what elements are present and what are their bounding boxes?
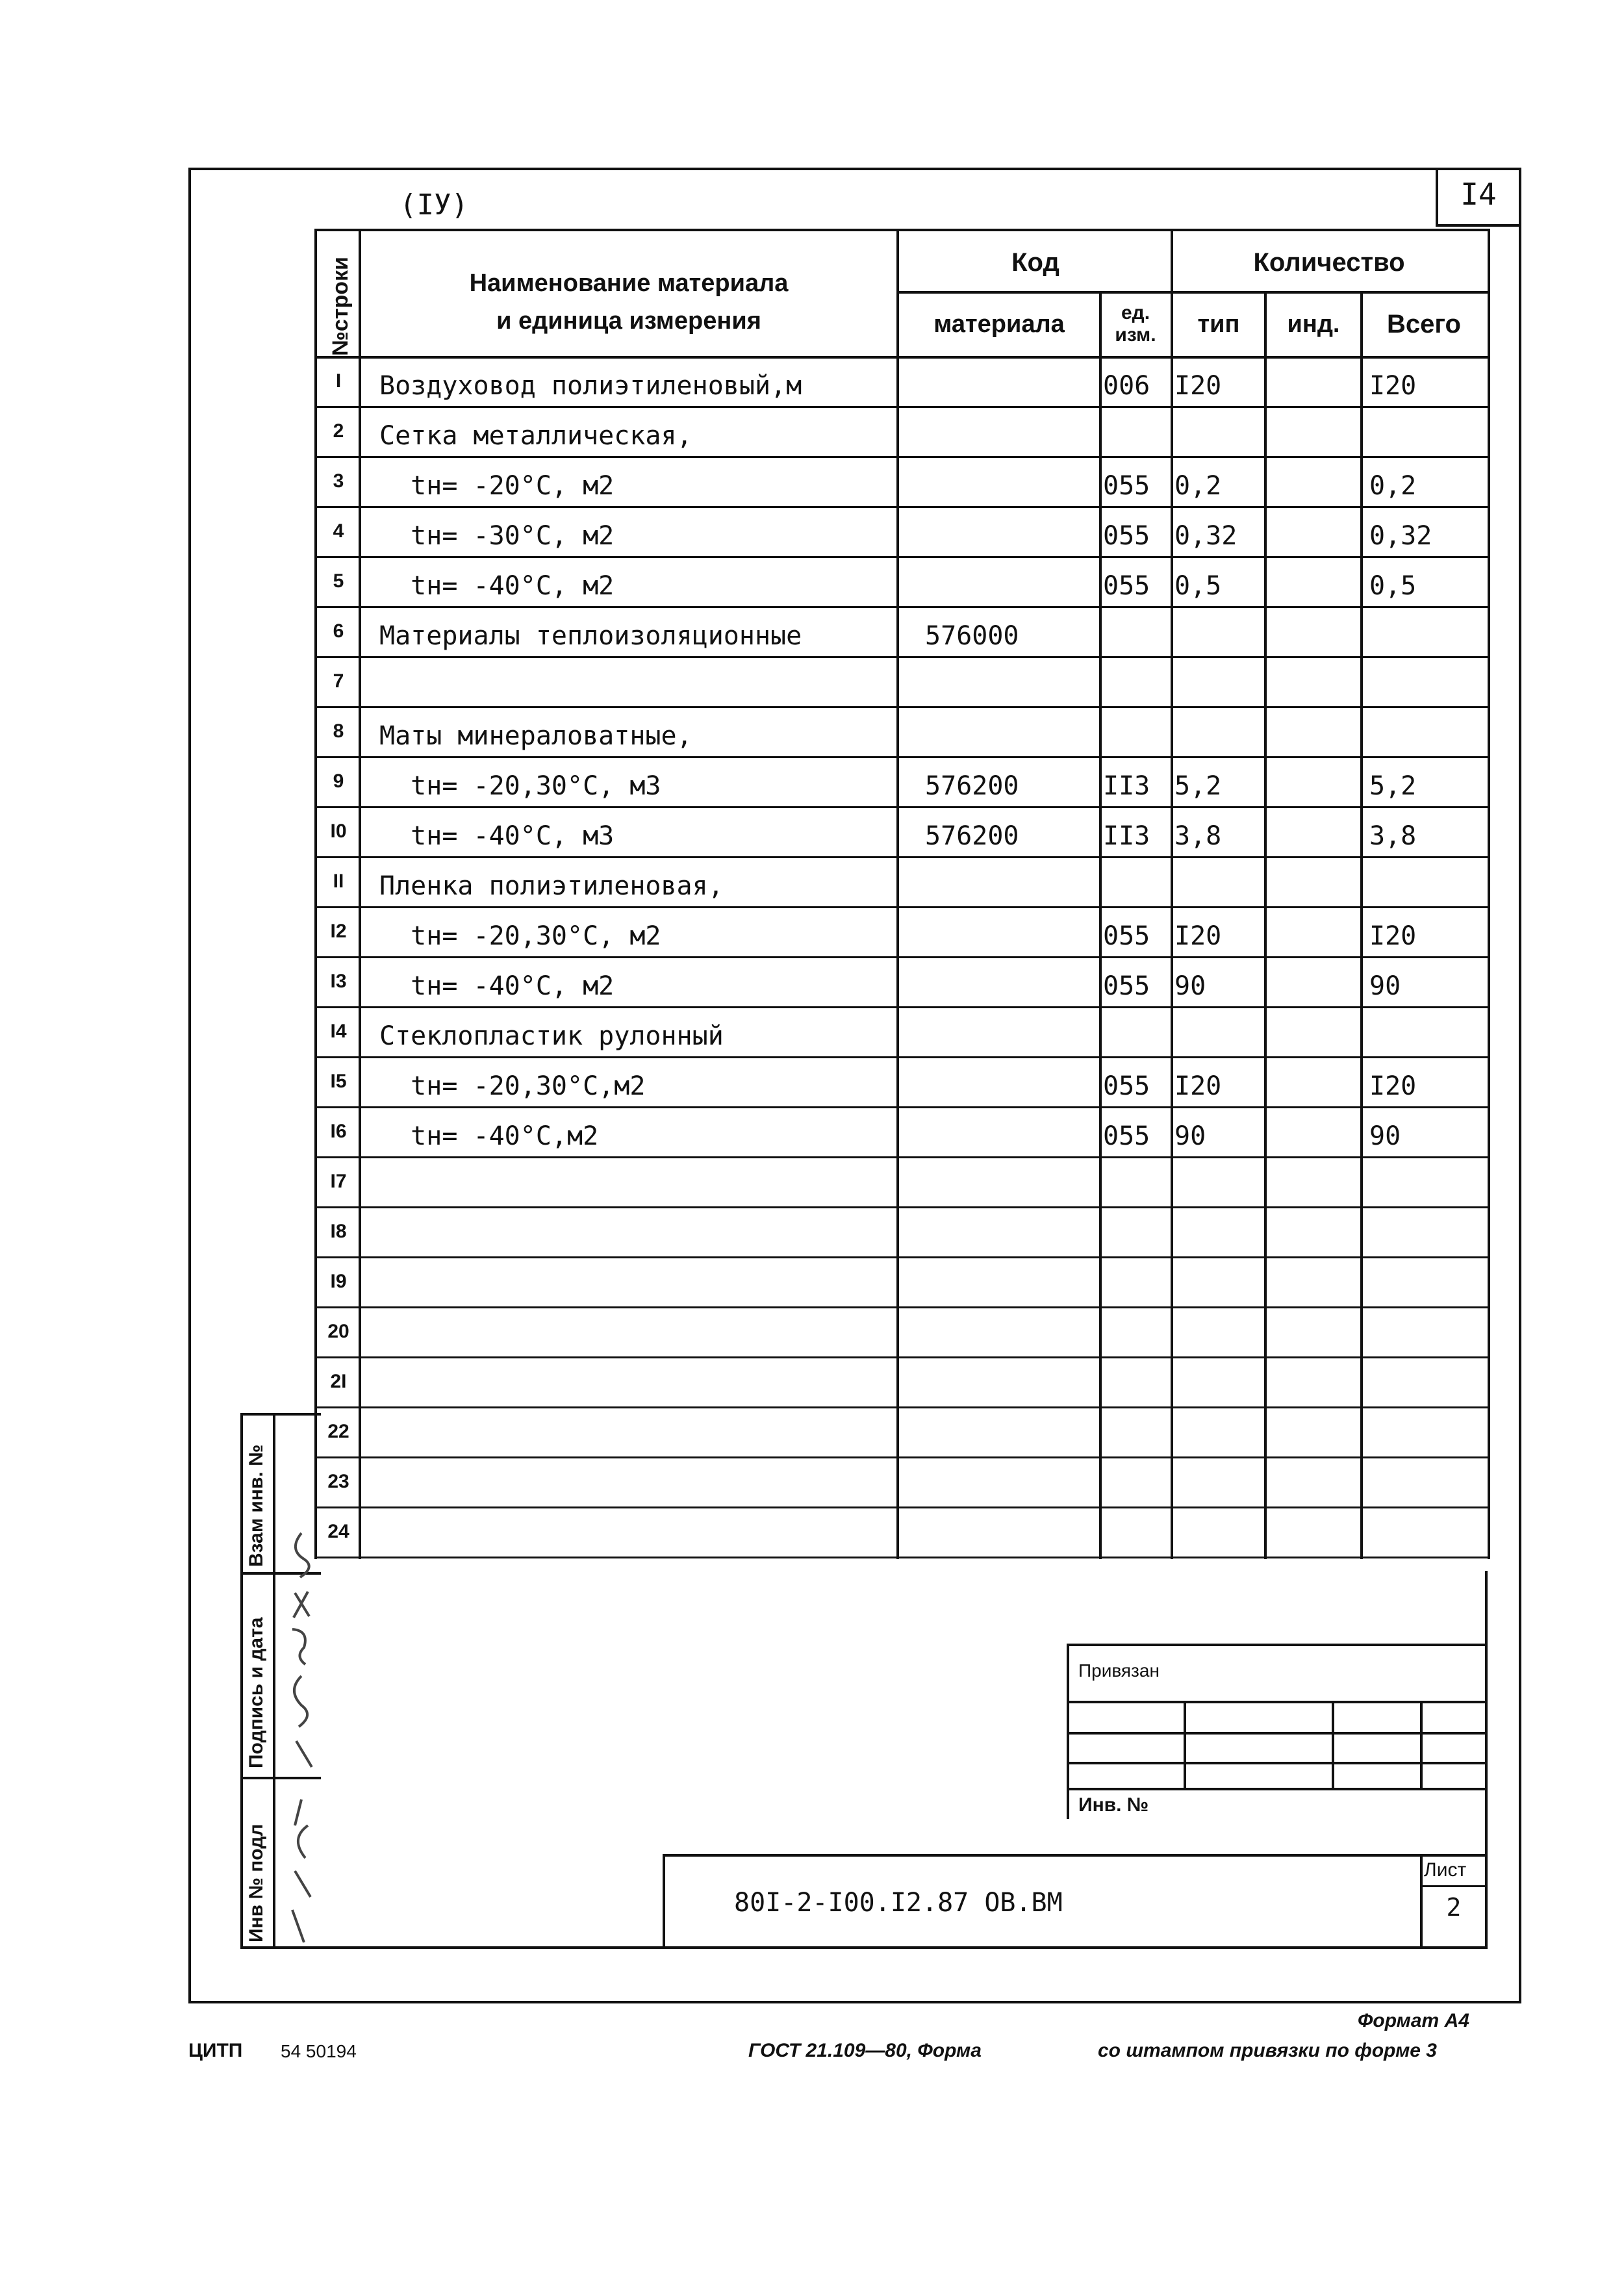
row-name: Материалы теплоизоляционные [379,621,802,651]
row-ind [1268,606,1359,651]
row-number: I3 [330,970,347,992]
row-ind [1268,956,1359,1001]
row-name [379,656,893,701]
row-total: 3,8 [1369,821,1417,851]
header-code-unit: ед. изм. [1115,302,1156,346]
header-row-no: №строки [328,257,353,356]
side-inv-replace: Взам инв. № [246,1444,267,1567]
row-number: 7 [333,670,344,692]
row-code: 576200 [925,771,1019,801]
row-type [1174,406,1263,451]
row-type: 3,8 [1174,821,1222,851]
row-code [925,1106,1097,1151]
row-ind [1268,856,1359,901]
bound-col2 [1332,1701,1334,1789]
row-number: 8 [333,720,344,742]
row-name [379,1256,893,1301]
row-unit [1103,1406,1168,1451]
row-type [1174,1206,1263,1251]
frame-top [188,168,1521,170]
row-type [1174,856,1263,901]
row-code [925,456,1097,501]
bound-row3 [1067,1762,1488,1764]
row-name [379,1156,893,1201]
row-unit: 055 [1103,921,1150,951]
row-type: 90 [1174,971,1206,1001]
row-number: I0 [330,820,347,842]
row-name: Маты минераловатные, [379,721,692,751]
side-stamp-top [240,1413,321,1416]
row-number: I7 [330,1170,347,1192]
row-number: I5 [330,1070,347,1092]
row-unit: 055 [1103,521,1150,551]
row-name: tн= -40°C,м2 [379,1121,599,1151]
row-name: Пленка полиэтиленовая, [379,871,724,901]
row-type [1174,1406,1263,1451]
row-type: 0,5 [1174,571,1222,601]
header-code-material: материала [933,311,1065,338]
row-number: 22 [327,1420,349,1442]
row-number: I2 [330,920,347,942]
designation-top [663,1854,1488,1857]
stamp-area-bottom [240,1946,1488,1949]
row-type: I20 [1174,1071,1222,1101]
row-ind [1268,1006,1359,1051]
header-qty-total: Всего [1387,310,1461,338]
row-total [1369,856,1486,901]
section-label: (IУ) [400,188,468,222]
row-code [925,1506,1097,1551]
row-name: tн= -20°C, м2 [379,471,615,501]
footer-org: ЦИТП [188,2040,243,2061]
row-total: I20 [1369,921,1417,951]
row-number: 9 [333,770,344,792]
sheet-cell-mid [1420,1885,1488,1887]
row-unit [1103,1356,1168,1401]
row-code [925,856,1097,901]
row-unit: 055 [1103,971,1150,1001]
row-name: Стеклопластик рулонный [379,1021,724,1051]
bound-row1 [1067,1701,1488,1703]
row-number: 24 [327,1520,349,1542]
row-type [1174,1356,1263,1401]
row-total: 90 [1369,1121,1401,1151]
row-type [1174,1256,1263,1301]
row-type [1174,656,1263,701]
row-name: tн= -20,30°C,м2 [379,1071,646,1101]
side-stamp-left [240,1413,243,1949]
row-ind [1268,456,1359,501]
inv-no-label: Инв. № [1078,1794,1149,1816]
row-code [925,356,1097,401]
row-unit [1103,706,1168,751]
row-code [925,1306,1097,1351]
side-inv-orig: Инв № подл [246,1824,267,1942]
footer-stamp-note: со штампом привязки по форме 3 [1098,2040,1437,2061]
bound-row4 [1067,1788,1488,1790]
row-unit [1103,856,1168,901]
row-name: Сетка металлическая, [379,421,692,451]
row-type [1174,1006,1263,1051]
header-name [361,250,896,354]
row-name [379,1456,893,1501]
table-col-line [1264,291,1267,1559]
row-name [379,1206,893,1251]
row-number: 23 [327,1470,349,1492]
sheet-number: I4 [1460,177,1497,212]
row-number: I [335,370,342,392]
row-ind [1268,1406,1359,1451]
row-total: 90 [1369,971,1401,1001]
row-unit [1103,406,1168,451]
row-number: I8 [330,1220,347,1242]
row-type [1174,1306,1263,1351]
row-ind [1268,706,1359,751]
row-total [1369,1256,1486,1301]
table-col-line [1360,291,1363,1559]
row-ind [1268,506,1359,551]
row-code [925,556,1097,601]
row-unit: II3 [1103,771,1150,801]
frame-right [1519,168,1521,2003]
row-total [1369,606,1486,651]
row-type: 0,2 [1174,471,1222,501]
row-total: 0,5 [1369,571,1417,601]
table-col-line [896,229,899,1559]
row-number: 2I [330,1370,347,1392]
row-total [1369,656,1486,701]
row-total [1369,406,1486,451]
row-total: 0,2 [1369,471,1417,501]
row-unit: 055 [1103,1121,1150,1151]
row-unit: 055 [1103,571,1150,601]
row-number: 6 [333,620,344,642]
row-ind [1268,1156,1359,1201]
row-name: tн= -30°C, м2 [379,521,615,551]
row-unit: 055 [1103,1071,1150,1101]
row-total [1369,1356,1486,1401]
row-name: tн= -20,30°C, м2 [379,921,661,951]
row-total: 0,32 [1369,521,1432,551]
row-name [379,1306,893,1351]
header-qty-type: тип [1197,311,1240,338]
row-type [1174,706,1263,751]
row-unit: II3 [1103,821,1150,851]
row-code: 576000 [925,621,1019,651]
row-code [925,1156,1097,1201]
row-ind [1268,1506,1359,1551]
row-unit [1103,1456,1168,1501]
row-total [1369,1406,1486,1451]
row-total [1369,1306,1486,1351]
row-type: I20 [1174,921,1222,951]
header-name-line1: Наименование материала [469,270,789,297]
row-ind [1268,1206,1359,1251]
bound-row2 [1067,1732,1488,1735]
row-total [1369,706,1486,751]
row-name [379,1406,893,1451]
handwritten-marks [275,1520,327,1949]
row-total [1369,1006,1486,1051]
row-unit [1103,1206,1168,1251]
row-total: I20 [1369,1071,1417,1101]
row-code [925,706,1097,751]
row-code [925,1206,1097,1251]
bound-left [1067,1644,1069,1819]
row-total: 5,2 [1369,771,1417,801]
row-code [925,656,1097,701]
row-unit [1103,1156,1168,1201]
row-code [925,406,1097,451]
row-total [1369,1156,1486,1201]
table-row-line [314,1557,1490,1558]
row-number: 2 [333,420,344,442]
row-code: 576200 [925,821,1019,851]
row-type: I20 [1174,371,1222,401]
row-type: 90 [1174,1121,1206,1151]
row-name: tн= -40°C, м2 [379,571,615,601]
row-ind [1268,1106,1359,1151]
row-unit [1103,1506,1168,1551]
row-unit [1103,606,1168,651]
row-total [1369,1206,1486,1251]
row-type [1174,1456,1263,1501]
row-ind [1268,406,1359,451]
row-code [925,906,1097,951]
row-ind [1268,656,1359,701]
row-number: 4 [333,520,344,542]
row-ind [1268,906,1359,951]
row-unit: 006 [1103,371,1150,401]
row-total: I20 [1369,371,1417,401]
table-top [314,229,1490,231]
row-name: tн= -40°C, м3 [379,821,615,851]
header-name-line2: и единица измерения [496,307,761,335]
row-code [925,1456,1097,1501]
row-code [925,1056,1097,1101]
row-type: 5,2 [1174,771,1222,801]
designation-left [663,1854,665,1949]
header-qty-ind: инд. [1287,311,1340,338]
side-sign-date: Подпись и дата [246,1617,267,1768]
footer-format: Формат А4 [1358,2010,1469,2031]
sheet-label: Лист [1424,1859,1467,1881]
row-total [1369,1456,1486,1501]
row-number: 20 [327,1320,349,1342]
row-code [925,1256,1097,1301]
bound-label: Привязан [1078,1660,1160,1681]
footer-order: 54 50194 [281,2041,357,2061]
table-col-line [1171,229,1173,1559]
row-unit [1103,656,1168,701]
designation-code: 80I-2-I00.I2.87 ОВ.ВМ [734,1888,1063,1918]
row-name [379,1506,893,1551]
row-code [925,1006,1097,1051]
row-ind [1268,756,1359,801]
row-type: 0,32 [1174,521,1237,551]
table-col-line [1099,291,1102,1559]
row-number: I6 [330,1120,347,1142]
row-code [925,506,1097,551]
footer-gost: ГОСТ 21.109—80, Форма [748,2040,982,2061]
row-code [925,1406,1097,1451]
row-number: 5 [333,570,344,592]
row-code [925,1356,1097,1401]
row-type [1174,1506,1263,1551]
bound-top [1067,1644,1488,1646]
row-ind [1268,1306,1359,1351]
row-ind [1268,1056,1359,1101]
row-ind [1268,806,1359,851]
sheet-value: 2 [1446,1893,1462,1922]
row-unit [1103,1256,1168,1301]
row-number: I4 [330,1020,347,1042]
row-name: Воздуховод полиэтиленовый,м [379,371,802,401]
row-number: II [333,870,344,892]
header-quantity: Количество [1253,248,1405,277]
sheet-box-bottom [1436,224,1521,227]
frame-bottom [188,2001,1521,2003]
frame-left [188,168,191,2003]
row-ind [1268,556,1359,601]
row-ind [1268,356,1359,401]
table-col-line [1488,229,1490,1559]
row-number: 3 [333,470,344,492]
row-name: tн= -40°C, м2 [379,971,615,1001]
row-type [1174,1156,1263,1201]
row-unit [1103,1306,1168,1351]
row-code [925,956,1097,1001]
row-type [1174,606,1263,651]
row-number: I9 [330,1270,347,1292]
row-ind [1268,1256,1359,1301]
stamp-area-right [1485,1571,1488,1949]
row-ind [1268,1456,1359,1501]
row-name: tн= -20,30°C, м3 [379,771,661,801]
bound-col1 [1184,1701,1186,1789]
header-code: Код [1011,248,1059,277]
row-unit [1103,1006,1168,1051]
bound-col3 [1420,1701,1423,1789]
row-name [379,1356,893,1401]
row-ind [1268,1356,1359,1401]
row-total [1369,1506,1486,1551]
row-unit: 055 [1103,471,1150,501]
